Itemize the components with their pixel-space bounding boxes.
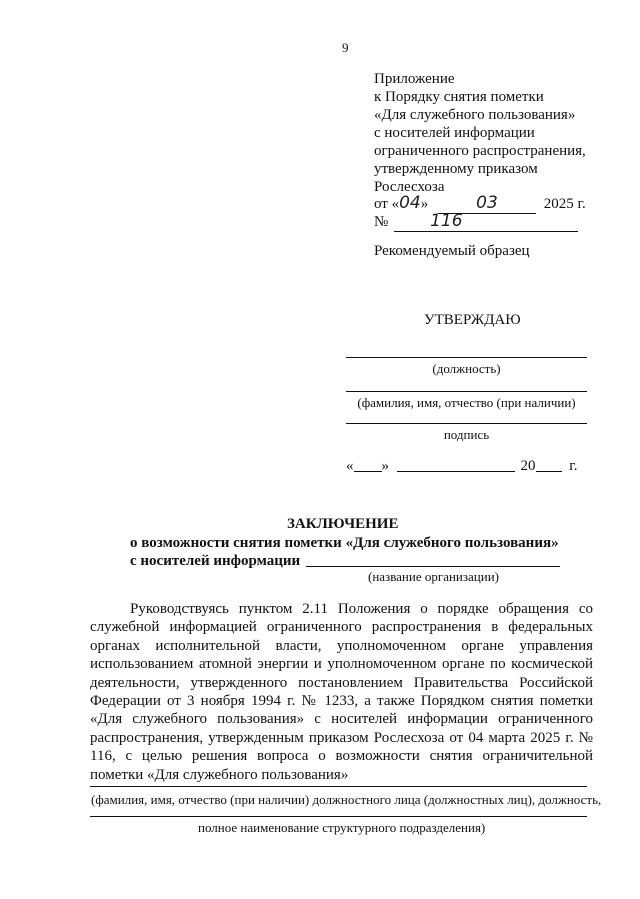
name-line (346, 391, 587, 392)
appendix-line: с носителей информации (374, 125, 535, 141)
handwritten-month: 03 (476, 193, 498, 213)
page-number: 9 (342, 40, 349, 55)
signature-line (346, 423, 587, 424)
recommended-sample: Рекомендуемый образец (374, 243, 530, 259)
appendix-line: к Порядку снятия пометки (374, 89, 544, 105)
conclusion-subtitle-1: о возможности снятия пометки «Для служебного пользования» (130, 535, 559, 551)
department-line (90, 816, 587, 817)
conclusion-subtitle-2 (130, 552, 560, 570)
appendix-line: Приложение (374, 71, 455, 87)
approval-year-field (536, 457, 562, 472)
body-paragraph: Руководствуясь пунктом 2.11 Положения о порядке обращения со служебной информацией ограниченного распространения в федеральных органах исполнительной власти, уполномоченном органе управления использованием атомной энергии и уполномоченном органе по космической деятельности, утвержденного постановлением Правительства Российской Федерации от 3 ноября 1994 г. № 1233, а также Порядком снятия пометки «Для служебного пользования» с носителей информации ограниченного распространения, утвержденным приказом Рослесхоза от 04 марта 2025 г. № 116, с целью решения вопроса о возможности снятия ограничительной пометки «Для служебного пользования» (90, 601, 593, 783)
approval-date-close: » (381, 458, 389, 474)
handwritten-number: 116 (430, 211, 463, 231)
conclusion-subtitle-2-text: с носителей информации (130, 553, 301, 569)
date-prefix: от « (374, 196, 400, 212)
signature-caption: подпись (443, 427, 490, 442)
appendix-number-line (374, 212, 578, 232)
appendix-line: ограниченного распространения, (374, 143, 586, 159)
number-field (394, 212, 578, 232)
name-caption: (фамилия, имя, отчество (при наличии) (357, 395, 576, 410)
approval-date-line (346, 457, 577, 475)
appendix-line: Рослесхоза (374, 179, 445, 195)
approval-year-suffix: г. (569, 458, 578, 474)
position-line (346, 357, 587, 358)
organization-caption: (название организации) (368, 569, 499, 584)
date-year: 2025 г. (543, 196, 586, 212)
official-line (90, 786, 587, 787)
date-quote-close: » (420, 196, 429, 212)
position-caption: (должность) (432, 361, 501, 376)
approval-month-field (397, 457, 515, 472)
appendix-date-line (374, 194, 586, 214)
official-caption: (фамилия, имя, отчество (при наличии) должностного лица (должностных лиц), должность, (91, 792, 602, 807)
approval-year-prefix: 20 (520, 458, 536, 474)
organization-field (306, 552, 560, 567)
approval-heading: УТВЕРЖДАЮ (424, 312, 521, 328)
appendix-line: «Для служебного пользования» (374, 107, 576, 123)
department-caption: полное наименование структурного подразделения) (198, 820, 486, 835)
conclusion-title: ЗАКЛЮЧЕНИЕ (287, 516, 399, 532)
approval-day-field (354, 457, 382, 472)
approval-date-open: « (346, 458, 354, 474)
handwritten-day: 04 (399, 193, 421, 213)
number-prefix: № (374, 214, 389, 230)
appendix-line: утвержденному приказом (374, 161, 538, 177)
